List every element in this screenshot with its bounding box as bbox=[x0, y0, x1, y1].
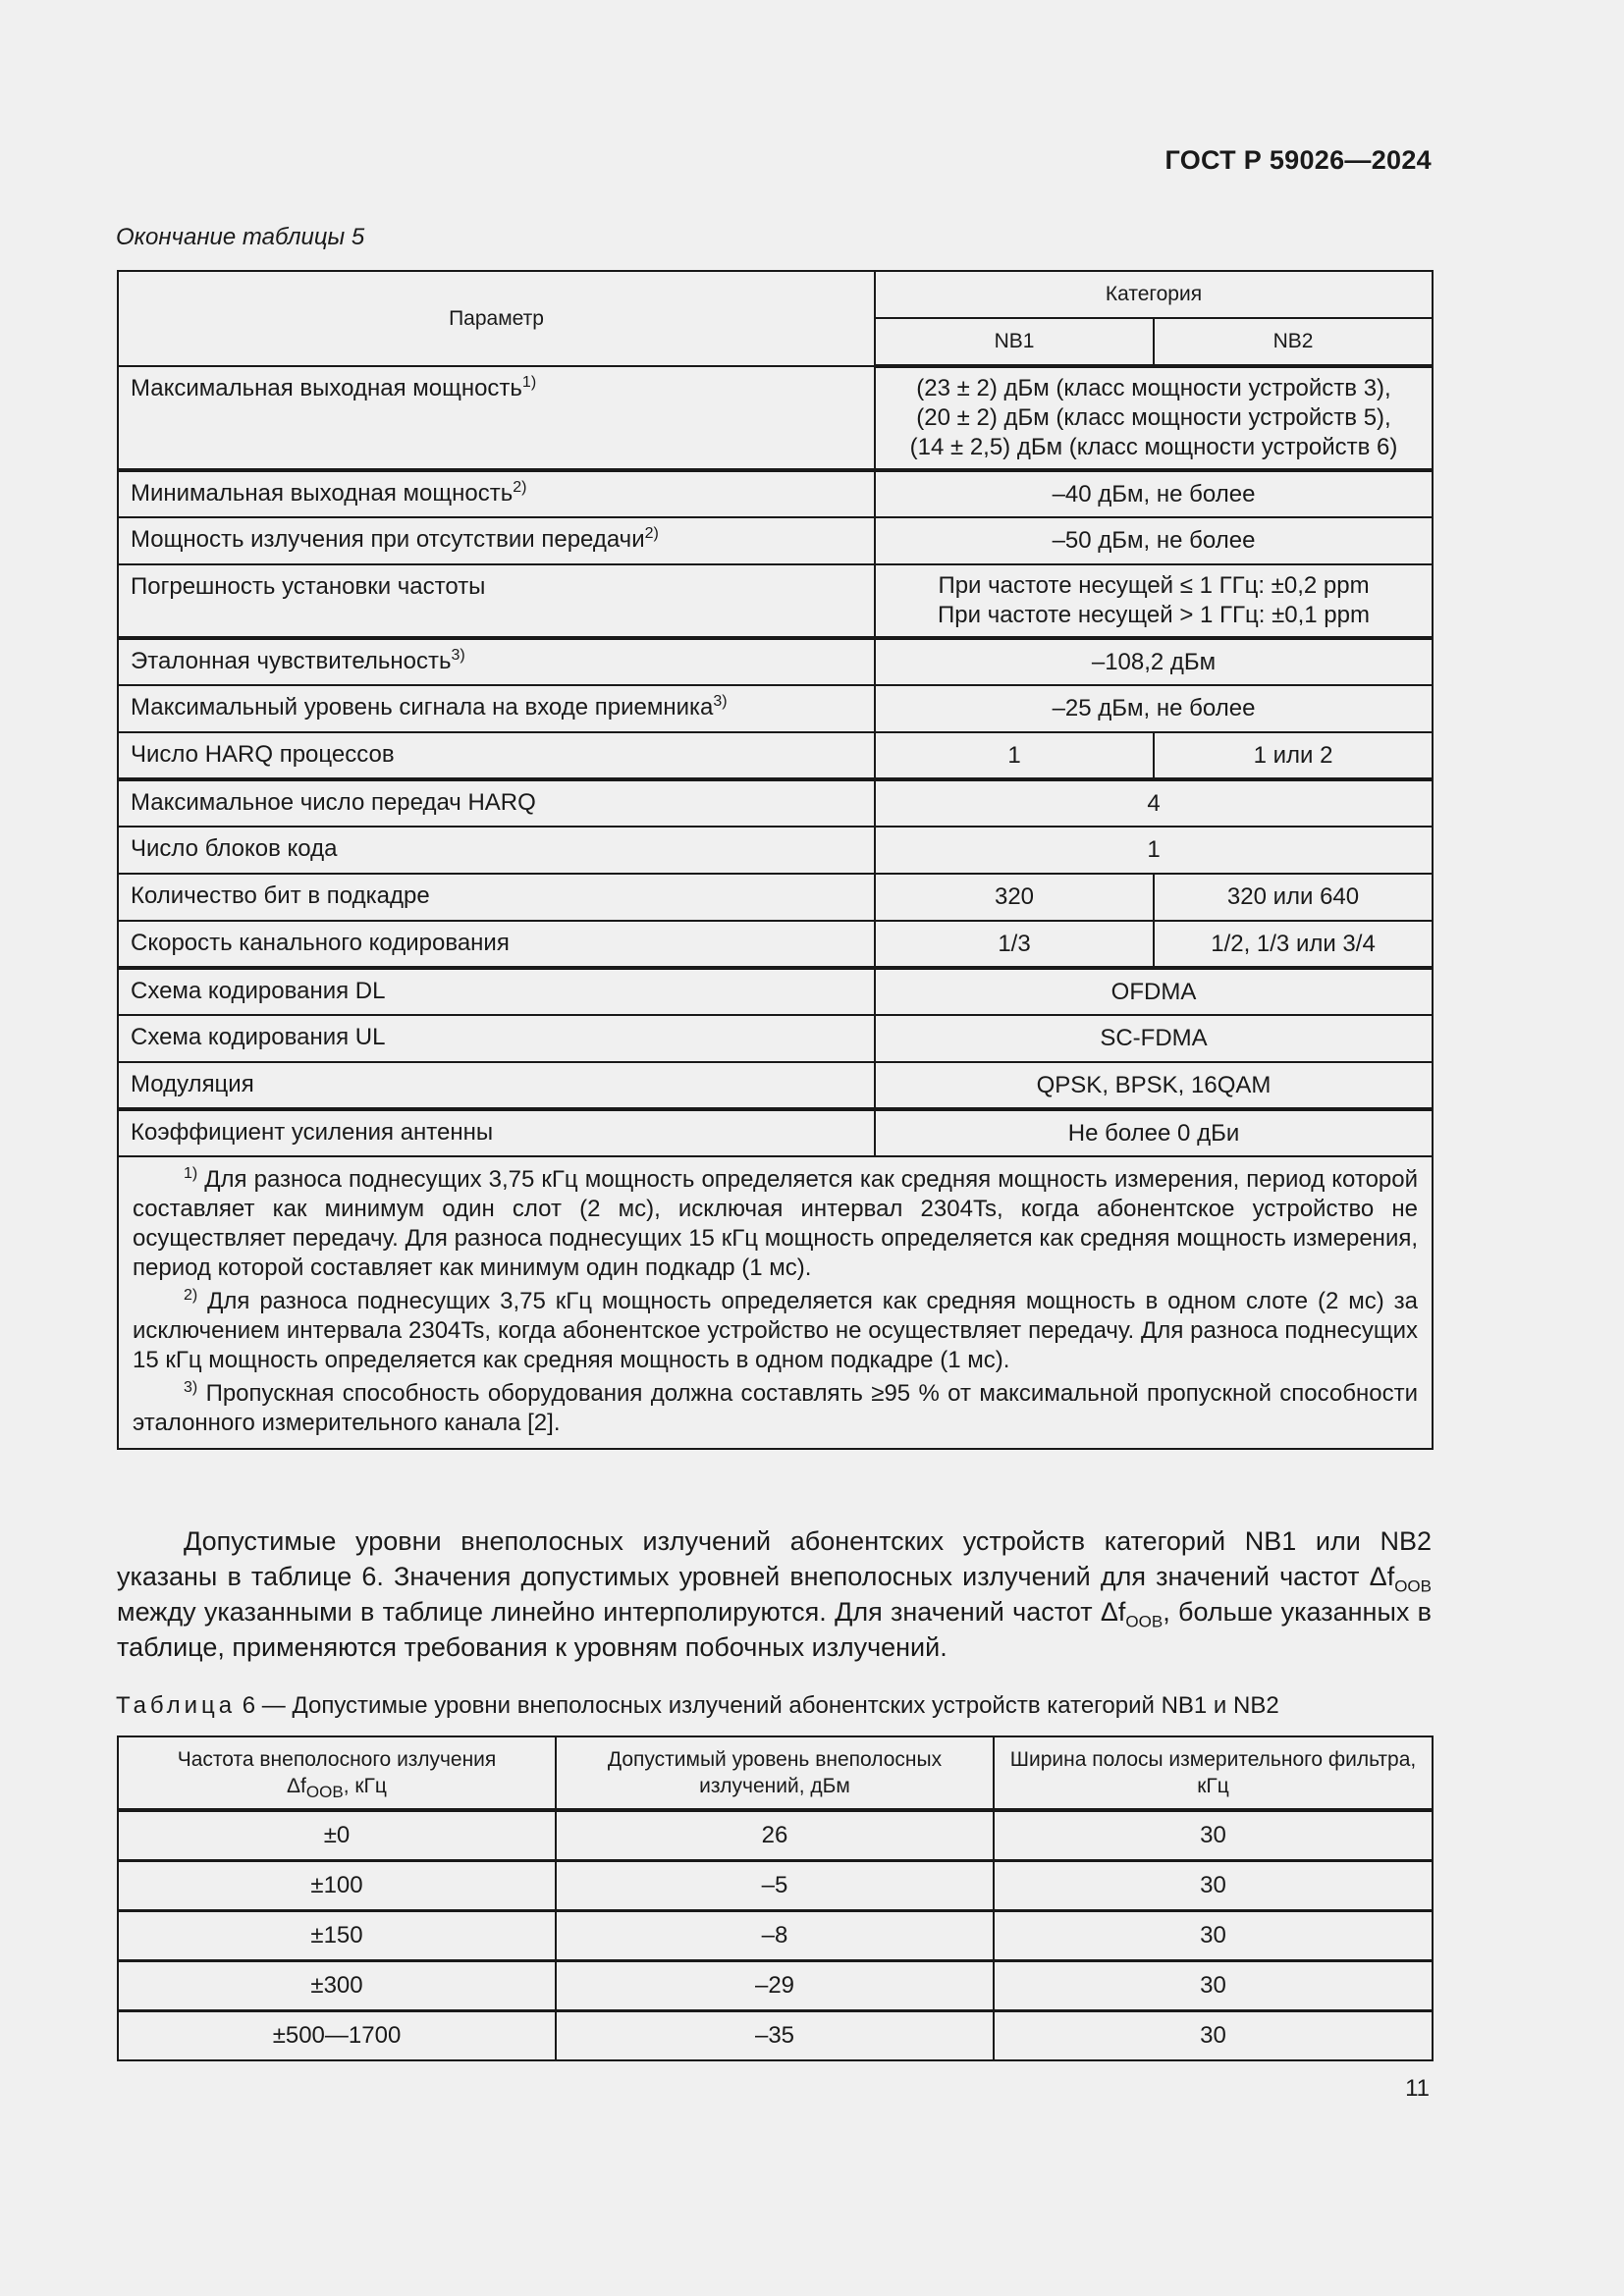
level-cell: –8 bbox=[556, 1911, 994, 1961]
table-row bbox=[118, 1911, 1433, 1961]
table-6 bbox=[117, 1735, 1434, 2061]
table-row bbox=[118, 779, 1433, 827]
table-5 bbox=[117, 270, 1434, 1450]
value-cell: Не более 0 дБи bbox=[875, 1109, 1433, 1156]
table-row bbox=[118, 366, 1433, 470]
level-cell: 26 bbox=[556, 1810, 994, 1861]
param-cell: Минимальная выходная мощность$^{2)}$ bbox=[118, 470, 875, 517]
header-parameter: Параметр bbox=[118, 271, 875, 366]
table-row bbox=[118, 470, 1433, 517]
table-row bbox=[118, 968, 1433, 1015]
param-cell: Модуляция bbox=[118, 1062, 875, 1109]
frequency-cell: ±0 bbox=[118, 1810, 556, 1861]
table-row bbox=[118, 1109, 1433, 1156]
value-cell-nb1: 1 bbox=[875, 732, 1154, 779]
value-cell-nb2: 1 или 2 bbox=[1154, 732, 1433, 779]
header-bandwidth: Ширина полосы измерительного фильтра, кГц bbox=[994, 1736, 1433, 1810]
param-cell: Скорость канального кодирования bbox=[118, 921, 875, 968]
value-cell: При частоте несущей ≤ 1 ГГц: ±0,2 ppm При частоте несущей > 1 ГГц: ±0,1 ppm bbox=[875, 564, 1433, 638]
level-cell: –35 bbox=[556, 2011, 994, 2061]
param-cell: Максимальный уровень сигнала на входе приемника$^{3)}$ bbox=[118, 685, 875, 732]
table-row bbox=[118, 517, 1433, 564]
table-row bbox=[118, 564, 1433, 638]
param-cell: Схема кодирования UL bbox=[118, 1015, 875, 1062]
header-level: Допустимый уровень внеполосных излучений, дБм bbox=[556, 1736, 994, 1810]
header-nb2: NB2 bbox=[1154, 318, 1433, 366]
bandwidth-cell: 30 bbox=[994, 1911, 1433, 1961]
value-cell-nb1: 320 bbox=[875, 874, 1154, 921]
footnotes-cell bbox=[118, 1156, 1433, 1449]
param-cell: Схема кодирования DL bbox=[118, 968, 875, 1015]
table-row bbox=[118, 1861, 1433, 1911]
param-cell: Число блоков кода bbox=[118, 827, 875, 874]
param-cell: Погрешность установки частоты bbox=[118, 564, 875, 638]
page-number: 11 bbox=[1405, 2075, 1430, 2102]
value-cell: 4 bbox=[875, 779, 1433, 827]
document-id: ГОСТ Р 59026—2024 bbox=[1164, 145, 1432, 175]
param-cell: Максимальное число передач HARQ bbox=[118, 779, 875, 827]
value-cell: –50 дБм, не более bbox=[875, 517, 1433, 564]
bandwidth-cell: 30 bbox=[994, 1810, 1433, 1861]
value-cell-nb2: 320 или 640 bbox=[1154, 874, 1433, 921]
param-cell: Количество бит в подкадре bbox=[118, 874, 875, 921]
param-cell: Коэффициент усиления антенны bbox=[118, 1109, 875, 1156]
header-nb1: NB1 bbox=[875, 318, 1154, 366]
param-cell: Мощность излучения при отсутствии передачи$^{2)}$ bbox=[118, 517, 875, 564]
frequency-cell: ±500—1700 bbox=[118, 2011, 556, 2061]
level-cell: –5 bbox=[556, 1861, 994, 1911]
header-category: Категория bbox=[875, 271, 1433, 318]
value-cell: OFDMA bbox=[875, 968, 1433, 1015]
value-cell-nb2: 1/2, 1/3 или 3/4 bbox=[1154, 921, 1433, 968]
body-paragraph: Допустимые уровни внеполосных излучений абонентских устройств категорий NB1 или NB2 указаны в таблице 6. Значения допустимых уровней внеполосных излучений для значений частот $\Delta f_{OOB}$ между указанными в таблице линейно интерполируются. Для значений частот $\Delta f_{OOB}$, больше указанных в таблице, применяются требования к уровням побочных излучений. bbox=[117, 1526, 1432, 1662]
table-row bbox=[118, 638, 1433, 685]
notes-row bbox=[118, 1156, 1433, 1449]
value-cell: QPSK, BPSK, 16QAM bbox=[875, 1062, 1433, 1109]
frequency-cell: ±300 bbox=[118, 1961, 556, 2011]
frequency-cell: ±150 bbox=[118, 1911, 556, 1961]
param-cell: Эталонная чувствительность$^{3)}$ bbox=[118, 638, 875, 685]
footnote-3: $^{3)}$ Пропускная способность оборудования должна составлять ≥95 % от максимальной пропускной способности эталонного измерительного канала [2]. bbox=[133, 1379, 1419, 1436]
value-cell: –25 дБм, не более bbox=[875, 685, 1433, 732]
value-cell: –108,2 дБм bbox=[875, 638, 1433, 685]
table-row bbox=[118, 732, 1433, 779]
header-frequency: Частота внеполосного излучения $\Delta f_{OOB}$, кГц bbox=[118, 1736, 556, 1810]
table-row bbox=[118, 1810, 1433, 1861]
table-row bbox=[118, 2011, 1433, 2061]
frequency-cell: ±100 bbox=[118, 1861, 556, 1911]
table6-caption: Таблица 6 — Допустимые уровни внеполосных излучений абонентских устройств категорий NB1 и NB2 bbox=[116, 1692, 1279, 1719]
footnote-2: $^{2)}$ Для разноса поднесущих 3,75 кГц мощность определяется как средняя мощность в одном слоте (2 мс) за исключением интервала 2304Ts, когда абонентское устройство не осуществляет передачу. Для разноса поднесущих 15 кГц мощность определяется как средняя мощность в одном подкадре (1 мс). bbox=[133, 1287, 1419, 1373]
param-cell: Максимальная выходная мощность$^{1)}$ bbox=[118, 366, 875, 470]
bandwidth-cell: 30 bbox=[994, 1861, 1433, 1911]
value-cell-nb1: 1/3 bbox=[875, 921, 1154, 968]
bandwidth-cell: 30 bbox=[994, 2011, 1433, 2061]
table-row bbox=[118, 874, 1433, 921]
param-cell: Число HARQ процессов bbox=[118, 732, 875, 779]
value-cell: 1 bbox=[875, 827, 1433, 874]
table-row bbox=[118, 827, 1433, 874]
bandwidth-cell: 30 bbox=[994, 1961, 1433, 2011]
table5-caption: Окончание таблицы 5 bbox=[116, 224, 365, 250]
value-cell: SC-FDMA bbox=[875, 1015, 1433, 1062]
level-cell: –29 bbox=[556, 1961, 994, 2011]
table-row bbox=[118, 685, 1433, 732]
value-cell: (23 ± 2) дБм (класс мощности устройств 3), (20 ± 2) дБм (класс мощности устройств 5), (14 ± 2,5) дБм (класс мощности устройств 6) bbox=[875, 366, 1433, 470]
table-row bbox=[118, 921, 1433, 968]
table-row bbox=[118, 1062, 1433, 1109]
footnote-1: $^{1)}$ Для разноса поднесущих 3,75 кГц мощность определяется как средняя мощность измерения, период которой составляет как минимум один слот (2 мс), исключая интервал 2304Ts, когда абонентское устройство не осуществляет передачу. Для разноса поднесущих 15 кГц мощность определяется как средняя мощность измерения, период которой составляет как минимум один подкадр (1 мс). bbox=[133, 1165, 1419, 1281]
table-row bbox=[118, 1015, 1433, 1062]
table-row bbox=[118, 1961, 1433, 2011]
value-cell: –40 дБм, не более bbox=[875, 470, 1433, 517]
